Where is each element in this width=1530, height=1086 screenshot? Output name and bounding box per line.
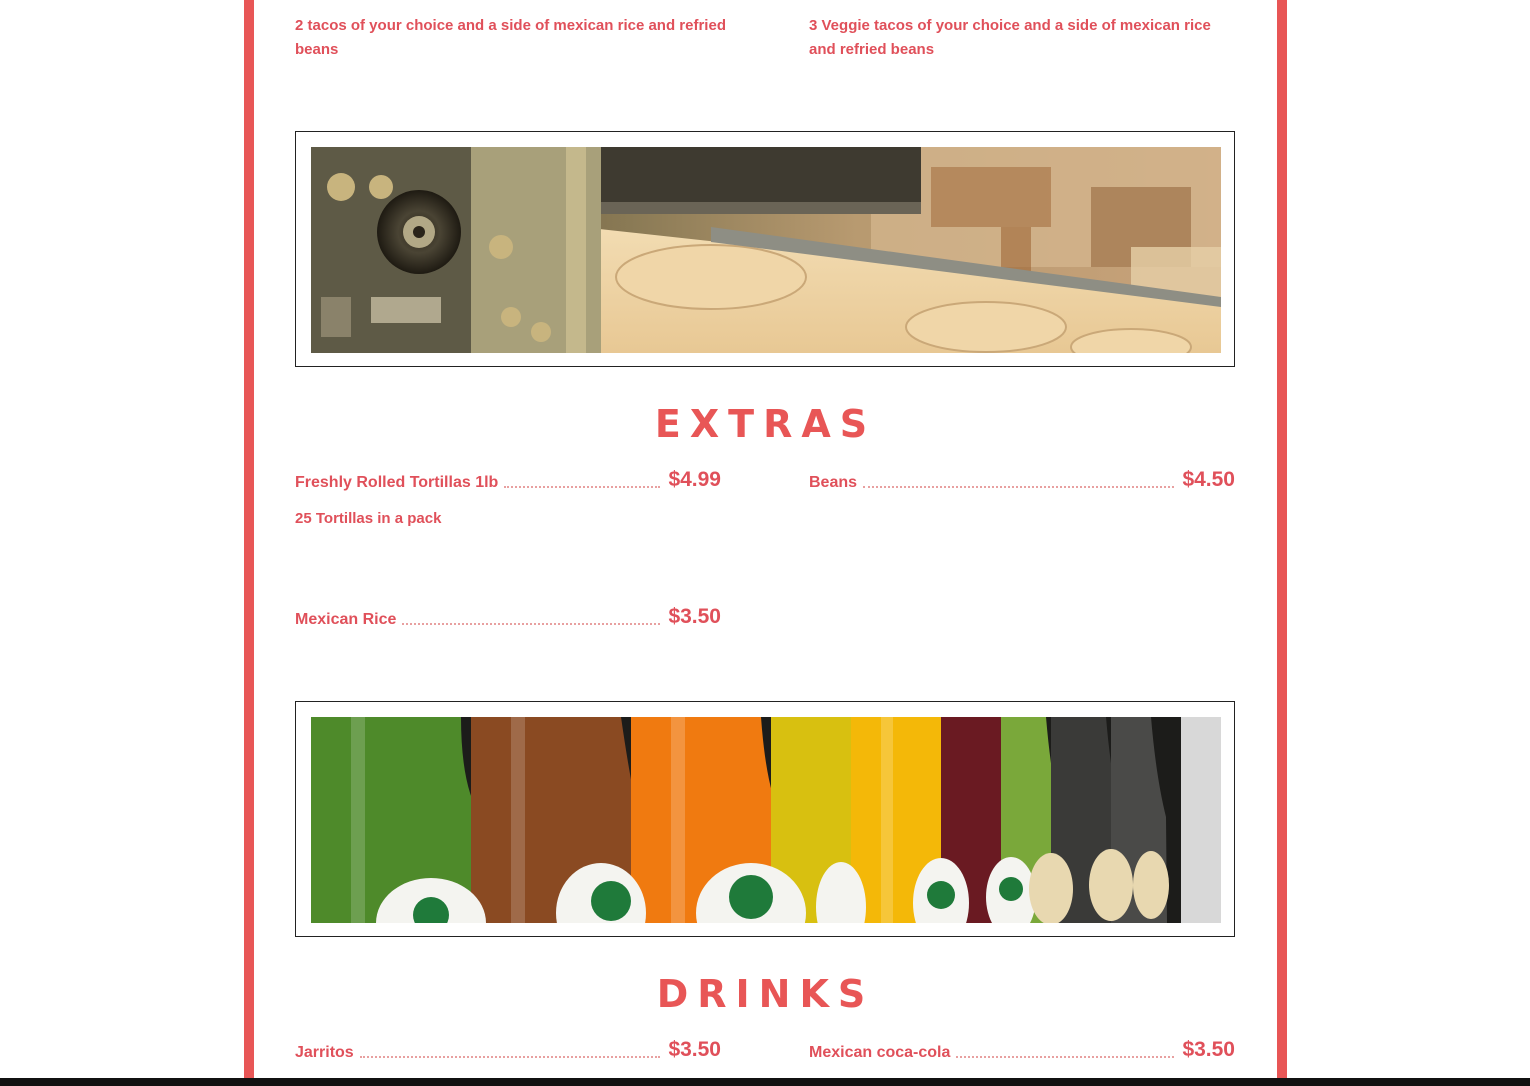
menu-item-name: Mexican Rice [295, 611, 397, 628]
menu-item-name: Jarritos [295, 1044, 354, 1061]
menu-item-price: $4.99 [668, 468, 721, 491]
menu-item-mexican-coca-cola [809, 1034, 1235, 1064]
menu-item-price: $4.50 [1182, 468, 1235, 491]
menu-item-mexican-rice [295, 601, 721, 631]
tortilla-machine-photo-frame [295, 131, 1235, 367]
soda-bottles-photo-frame [295, 701, 1235, 937]
menu-item-jarritos [295, 1034, 721, 1064]
menu-item-price: $3.50 [1182, 1038, 1235, 1061]
jarritos-bottles-photo [311, 717, 1221, 923]
dot-leader [402, 622, 660, 625]
dot-leader [863, 485, 1174, 488]
extras-section-title: EXTRAS [654, 402, 877, 446]
dot-leader [360, 1055, 661, 1058]
veggie-taco-combo-description: 3 Veggie tacos of your choice and a side of mexican rice and refried beans [809, 17, 1211, 58]
dot-leader [956, 1055, 1174, 1058]
menu-item-name: Freshly Rolled Tortillas 1lb [295, 474, 499, 491]
dot-leader [504, 485, 660, 488]
menu-item-price: $3.50 [668, 605, 721, 628]
taco-combo-description: 2 tacos of your choice and a side of mexican rice and refried beans [295, 17, 726, 58]
menu-item-beans [809, 464, 1235, 494]
menu-item-name: Beans [809, 474, 858, 491]
menu-item-tortillas [295, 464, 721, 494]
tortilla-machine-photo [311, 147, 1221, 353]
drinks-section-title: DRINKS [656, 972, 875, 1016]
bottom-edge-bar [0, 1078, 1530, 1086]
menu-item-subtext: 25 Tortillas in a pack [295, 510, 442, 527]
menu-item-price: $3.50 [668, 1038, 721, 1061]
menu-item-name: Mexican coca-cola [809, 1044, 951, 1061]
